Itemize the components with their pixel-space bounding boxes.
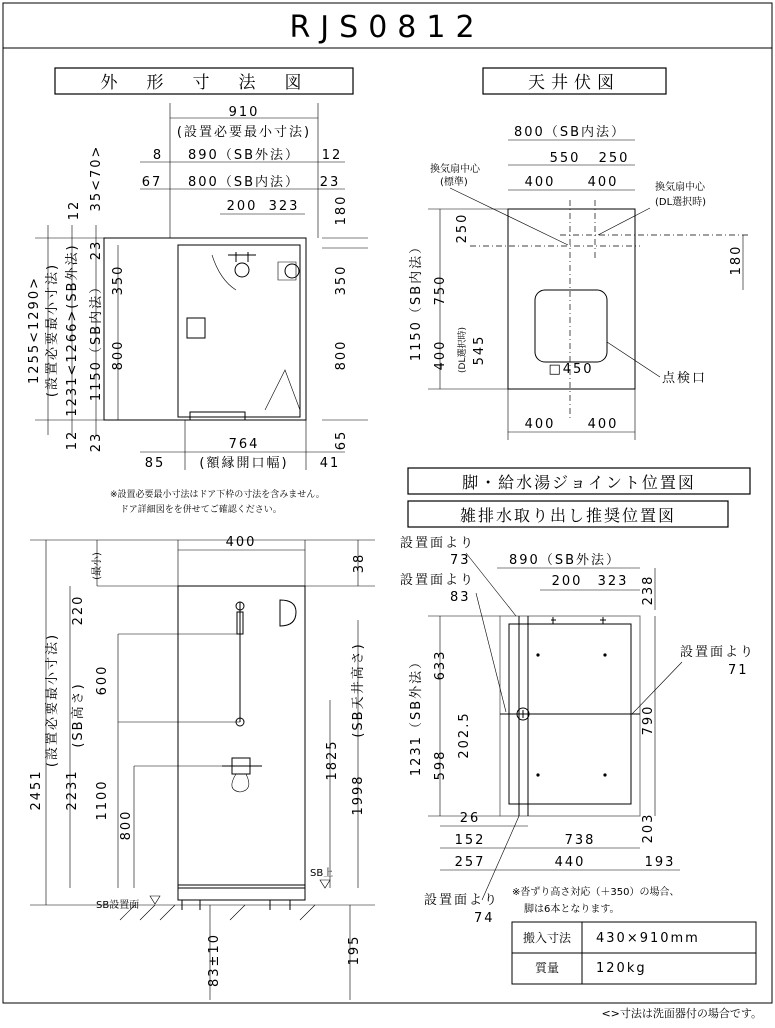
joint-r238: 238 bbox=[641, 574, 656, 606]
outline-w910: 910 bbox=[228, 105, 260, 120]
outline-b764-note: (額縁開口幅) bbox=[199, 456, 289, 471]
ceiling-v750: 750 bbox=[433, 274, 448, 306]
front-v600: 600 bbox=[95, 664, 110, 696]
outline-l800: 800 bbox=[111, 339, 126, 371]
front-v1100: 1100 bbox=[95, 779, 110, 821]
front-v83: 83±10 bbox=[207, 933, 222, 987]
outline-v12a: 12 bbox=[67, 199, 82, 221]
ceiling-v545: (DL選択時) bbox=[458, 327, 468, 373]
outline-d323: 323 bbox=[268, 199, 300, 214]
joint-heading1: 脚・給水湯ジョイント位置図 bbox=[462, 473, 696, 492]
outline-r350: 350 bbox=[334, 264, 349, 296]
front-v800: 800 bbox=[119, 809, 134, 841]
outline-w910-note: (設置必要最小寸法) bbox=[176, 125, 312, 140]
outline-b764: 764 bbox=[228, 437, 260, 452]
joint-b152: 152 bbox=[454, 833, 486, 848]
outline-v1150: 1150（SB内法） bbox=[89, 278, 104, 402]
joint-b440: 440 bbox=[554, 855, 586, 870]
front-v2231-note: (SB高さ) bbox=[71, 682, 86, 748]
ceiling-heading: 天井伏図 bbox=[528, 73, 620, 93]
outline-l350: 350 bbox=[111, 264, 126, 296]
joint-from83: 設置面より bbox=[400, 573, 476, 588]
joint-b193: 193 bbox=[644, 855, 676, 870]
outline-b41: 41 bbox=[319, 456, 341, 471]
ceiling-w400b: 400 bbox=[587, 175, 619, 190]
outline-w800: 800（SB内法） bbox=[188, 175, 300, 190]
page-title: RJS0812 bbox=[289, 10, 485, 45]
joint-n83: 83 bbox=[450, 590, 471, 605]
outline-v1255: 1255<1290> bbox=[27, 276, 42, 384]
ceiling-w400a: 400 bbox=[524, 175, 556, 190]
joint-from74: 設置面より bbox=[424, 893, 500, 908]
ceiling-plan bbox=[408, 68, 750, 440]
front-v1825: 1825 bbox=[325, 739, 340, 781]
ceiling-w550: 550 bbox=[549, 151, 581, 166]
joint-from71: 設置面より bbox=[680, 645, 756, 660]
outline-w23t: 23 bbox=[319, 175, 341, 190]
outline-r800: 800 bbox=[334, 339, 349, 371]
outline-b85: 85 bbox=[144, 456, 166, 471]
front-v1998-note: (SB天井高さ) bbox=[351, 642, 366, 738]
ceiling-v545n: 545 bbox=[472, 334, 487, 366]
outline-v1231: 1231<1266>(SB外法) bbox=[65, 243, 80, 417]
front-w400: 400 bbox=[225, 535, 257, 550]
ceiling-w250: 250 bbox=[598, 151, 630, 166]
front-v2231: 2231 bbox=[65, 769, 80, 811]
outline-r180: 180 bbox=[334, 194, 349, 226]
ceiling-fan-dl: 換気扇中心 bbox=[655, 182, 705, 193]
ceiling-fan-std-sub: (標準) bbox=[440, 177, 468, 188]
outline-v35: 35<70> bbox=[89, 144, 104, 212]
spec-value-1: 120kg bbox=[596, 961, 647, 976]
joint-d323: 323 bbox=[597, 574, 629, 589]
front-r38: 38 bbox=[352, 552, 367, 574]
joint-b26: 26 bbox=[459, 811, 481, 826]
outline-heading: 外 形 寸 法 図 bbox=[100, 73, 308, 93]
ceiling-fan-dl-sub: (DL選択時) bbox=[655, 197, 707, 208]
ceiling-hatch-label: 点検口 bbox=[662, 371, 708, 386]
ceiling-v400: 400 bbox=[433, 339, 448, 371]
front-elevation bbox=[29, 535, 375, 1000]
front-v2451: 2451 bbox=[29, 769, 44, 811]
ceiling-b400b: 400 bbox=[587, 417, 619, 432]
joint-n74: 74 bbox=[474, 911, 495, 926]
ceiling-w800: 800（SB内法） bbox=[514, 125, 626, 140]
joint-r203: 203 bbox=[641, 812, 656, 844]
joint-n73: 73 bbox=[450, 553, 471, 568]
joint-v633: 633 bbox=[433, 649, 448, 681]
joint-r790: 790 bbox=[641, 704, 656, 736]
ceiling-v250: 250 bbox=[455, 212, 470, 244]
bottom-note: <>寸法は洗面器付の場合です。 bbox=[601, 1007, 762, 1020]
joint-v1231: 1231（SB外法） bbox=[409, 653, 424, 777]
front-v1998: 1998 bbox=[351, 774, 366, 816]
joint-note1: ※沓ずり高さ対応（＋350）の場合、 bbox=[512, 887, 680, 898]
joint-plan bbox=[400, 468, 755, 926]
outline-v23a: 23 bbox=[89, 239, 104, 261]
joint-n71: 71 bbox=[728, 663, 749, 678]
ceiling-v180: 180 bbox=[729, 244, 744, 276]
front-sb-floor: SB設置面 bbox=[96, 900, 140, 911]
outline-w67: 67 bbox=[141, 175, 163, 190]
spec-label-1: 質量 bbox=[534, 961, 560, 975]
front-v2451-note: (設置必要最小寸法) bbox=[45, 632, 60, 768]
joint-note2: 脚は6本となります。 bbox=[524, 904, 620, 915]
front-sb-top: SB上 bbox=[310, 868, 334, 879]
front-v220-note: (最小) bbox=[92, 552, 103, 580]
joint-d200: 200 bbox=[551, 574, 583, 589]
outline-v1255-note: (設置必要最小寸法) bbox=[45, 262, 60, 398]
front-v220: 220 bbox=[71, 594, 86, 626]
joint-from73: 設置面より bbox=[400, 536, 476, 551]
ceiling-b400a: 400 bbox=[524, 417, 556, 432]
outline-w12t: 12 bbox=[321, 148, 343, 163]
ceiling-v1150: 1150（SB内法） bbox=[409, 238, 424, 362]
ceiling-fan-std: 換気扇中心 bbox=[430, 164, 480, 175]
joint-w890: 890（SB外法） bbox=[509, 553, 621, 568]
joint-b738: 738 bbox=[564, 833, 596, 848]
joint-heading2: 雑排水取り出し推奨位置図 bbox=[459, 506, 677, 525]
spec-label-0: 搬入寸法 bbox=[522, 931, 572, 945]
outline-drawing bbox=[27, 68, 368, 515]
outline-w890: 890（SB外法） bbox=[188, 148, 300, 163]
outline-v12b: 12 bbox=[65, 429, 80, 451]
joint-b257: 257 bbox=[454, 855, 486, 870]
joint-v202: 202.5 bbox=[457, 711, 472, 759]
front-v195: 195 bbox=[347, 934, 362, 966]
outline-r65: 65 bbox=[334, 429, 349, 451]
outline-note1: ※設置必要最小寸法はドア下枠の寸法を含みません。 bbox=[110, 490, 325, 500]
joint-v598: 598 bbox=[433, 749, 448, 781]
ceiling-hatch: □450 bbox=[548, 362, 594, 377]
spec-table bbox=[512, 922, 756, 984]
spec-value-0: 430×910mm bbox=[596, 931, 700, 946]
outline-v23b: 23 bbox=[89, 431, 104, 453]
outline-note2: ドア詳細図をを併せてご確認ください。 bbox=[120, 505, 282, 515]
outline-w8: 8 bbox=[152, 148, 164, 163]
outline-d200: 200 bbox=[226, 199, 258, 214]
